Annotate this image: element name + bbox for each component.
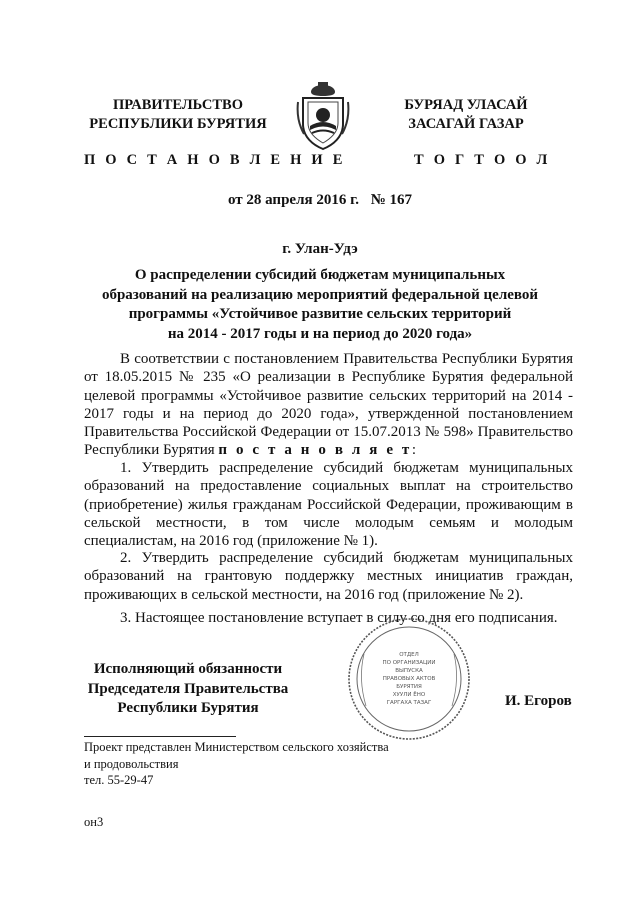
authority-name-buryat-line2: ЗАСАГАЙ ГАЗАР bbox=[408, 116, 524, 132]
subject-line1: О распределении субсидий бюджетам муниципальных bbox=[134, 267, 506, 283]
document-number: № 167 bbox=[370, 192, 413, 208]
svg-text:БУРЯТИЯ: БУРЯТИЯ bbox=[396, 684, 422, 690]
signatory-line2: Председателя Правительства bbox=[87, 680, 289, 697]
preamble-paragraph bbox=[84, 350, 573, 460]
svg-text:ХУУЛИ ЁНО: ХУУЛИ ЁНО bbox=[392, 692, 426, 698]
footer-phone: тел. 55-29-47 bbox=[84, 773, 154, 787]
footer-line1: Проект представлен Министерством сельского хозяйства bbox=[84, 740, 389, 754]
subject-line4: на 2014 - 2017 годы и на период до 2020 года» bbox=[167, 325, 473, 342]
svg-text:ПРАВОВЫХ АКТОВ: ПРАВОВЫХ АКТОВ bbox=[382, 676, 436, 682]
authority-name-buryat-line1: БУРЯАД УЛАСАЙ bbox=[404, 97, 528, 113]
svg-text:ВЫПУСКА: ВЫПУСКА bbox=[395, 668, 423, 674]
document-type-russian: П О С Т А Н О В Л Е Н И Е bbox=[84, 152, 346, 168]
subject-line3: программы «Устойчивое развитие сельских территорий bbox=[128, 306, 512, 322]
footer-note bbox=[84, 739, 389, 789]
preamble-text: В соответствии с постановлением Правительства Республики Бурятия от 18.05.2015 № 235 «О реализации в Республике Бурятия федеральной целевой программы «Устойчивое развитие сельских территорий на 2014 - 2017 годы и на период до 2020 года», утвержденной постановлением Правительства Российской Федерации от 15.07.2013 № 598» Правительство Республики Бурятия bbox=[84, 351, 573, 459]
clause-2: 2. Утвердить распределение субсидий бюджетам муниципальных образований на грантовую поддержку местных инициатив граждан, проживающих в сельской местности, на 2016 год (приложение № 2). bbox=[84, 550, 573, 603]
decree-colon: : bbox=[411, 442, 417, 459]
subject-line2: образований на реализацию мероприятий федеральной целевой bbox=[101, 286, 539, 303]
clause-1: 1. Утвердить распределение субсидий бюджетам муниципальных образований на предоставление социальных выплат на строительство (приобретение) жилья гражданам Российской Федерации, проживающим в сельской местности, в том числе молодым семьям и молодым специалистам, на 2016 год (приложение № 1). bbox=[84, 460, 573, 550]
document-subject bbox=[96, 266, 544, 344]
official-seal-stamp bbox=[344, 614, 474, 744]
document-type-buryat: Т О Г Т О О Л bbox=[414, 152, 551, 168]
decree-word: п о с т а н о в л я е т bbox=[218, 442, 412, 459]
clause-3: 3. Настоящее постановление вступает в силу со дня его подписания. bbox=[120, 610, 558, 626]
footer-divider bbox=[84, 736, 236, 737]
header-right-authority bbox=[366, 96, 566, 134]
document-city: г. Улан-Удэ bbox=[282, 241, 358, 257]
coat-of-arms-icon bbox=[296, 82, 350, 152]
document-mark: он3 bbox=[84, 815, 104, 829]
signatory-line1: Исполняющий обязанности bbox=[93, 661, 283, 677]
authority-name-line2: РЕСПУБЛИКИ БУРЯТИЯ bbox=[89, 116, 267, 132]
signatory-title bbox=[78, 660, 298, 719]
signatory-name: И. Егоров bbox=[505, 693, 572, 709]
footer-line2: и продовольствия bbox=[84, 756, 179, 771]
header-left-authority bbox=[78, 96, 278, 134]
signatory-line3: Республики Бурятия bbox=[117, 700, 259, 716]
authority-name-line1: ПРАВИТЕЛЬСТВО bbox=[113, 97, 243, 113]
svg-text:ОТДЕЛ: ОТДЕЛ bbox=[399, 652, 419, 658]
svg-text:ГАРГАХА ТАЗАГ: ГАРГАХА ТАЗАГ bbox=[386, 700, 432, 706]
document-date: от 28 апреля 2016 г. bbox=[227, 192, 359, 208]
document-date-number bbox=[0, 192, 640, 209]
svg-text:ПО ОРГАНИЗАЦИИ: ПО ОРГАНИЗАЦИИ bbox=[382, 660, 436, 666]
